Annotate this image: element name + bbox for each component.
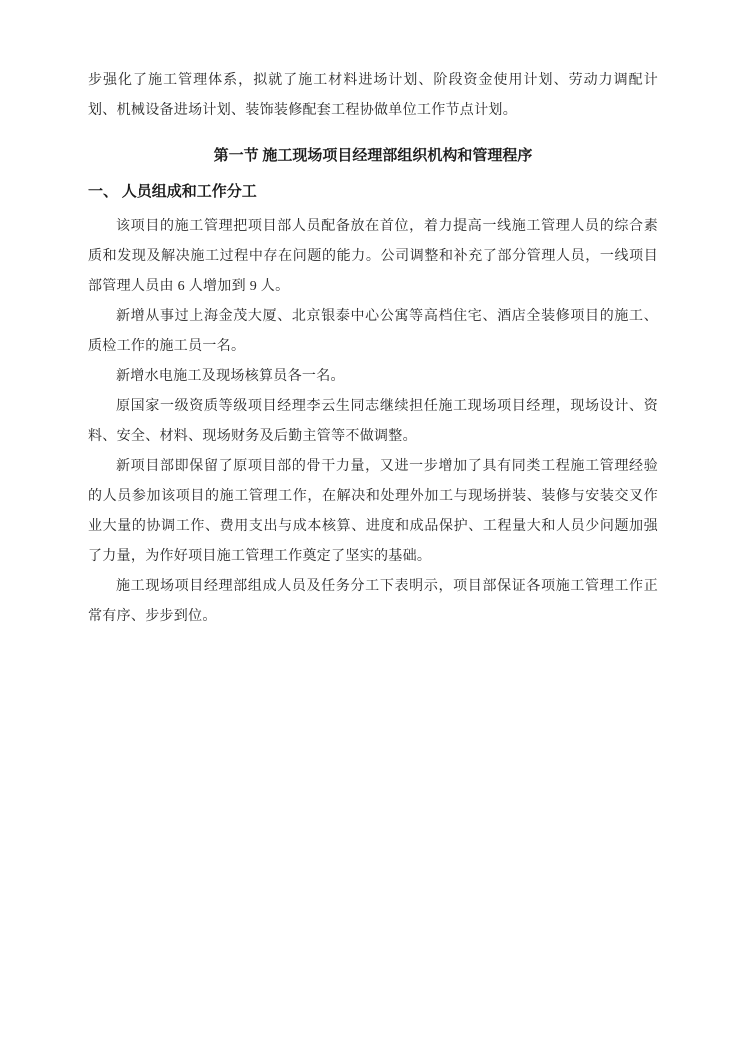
body-paragraph: 该项目的施工管理把项目部人员配备放在首位，着力提高一线施工管理人员的综合素质和发现及解决施工过程中存在问题的能力。公司调整和补充了部分管理人员，一线项目部管理人员由 6 人增加到 9 人。 (88, 219, 658, 294)
chapter-title: 第一节 施工现场项目经理部组织机构和管理程序 (213, 148, 533, 164)
body-paragraph: 新增从事过上海金茂大厦、北京银泰中心公寓等高档住宅、酒店全装修项目的施工、质检工作的施工员一名。 (88, 309, 658, 354)
section-heading: 一、 人员组成和工作分工 (88, 184, 257, 200)
body-paragraph: 新增水电施工及现场核算员各一名。 (116, 369, 345, 384)
continuation-paragraph: 步强化了施工管理体系，拟就了施工材料进场计划、阶段资金使用计划、劳动力调配计划、机械设备进场计划、装饰装修配套工程协做单位工作节点计划。 (88, 73, 658, 118)
body-paragraph: 新项目部即保留了原项目部的骨干力量，又进一步增加了具有同类工程施工管理经验的人员参加该项目的施工管理工作，在解决和处理外加工与现场拼装、装修与安装交叉作业大量的协调工作、费用支出与成本核算、进度和成品保护、工程量大和人员少问题加强了力量，为作好项目施工管理工作奠定了坚实的基础。 (88, 459, 658, 564)
body-paragraph: 原国家一级资质等级项目经理李云生同志继续担任施工现场项目经理，现场设计、资料、安全、材料、现场财务及后勤主管等不做调整。 (88, 399, 658, 444)
body-paragraph: 施工现场项目经理部组成人员及任务分工下表明示，项目部保证各项施工管理工作正常有序、步步到位。 (88, 579, 658, 624)
